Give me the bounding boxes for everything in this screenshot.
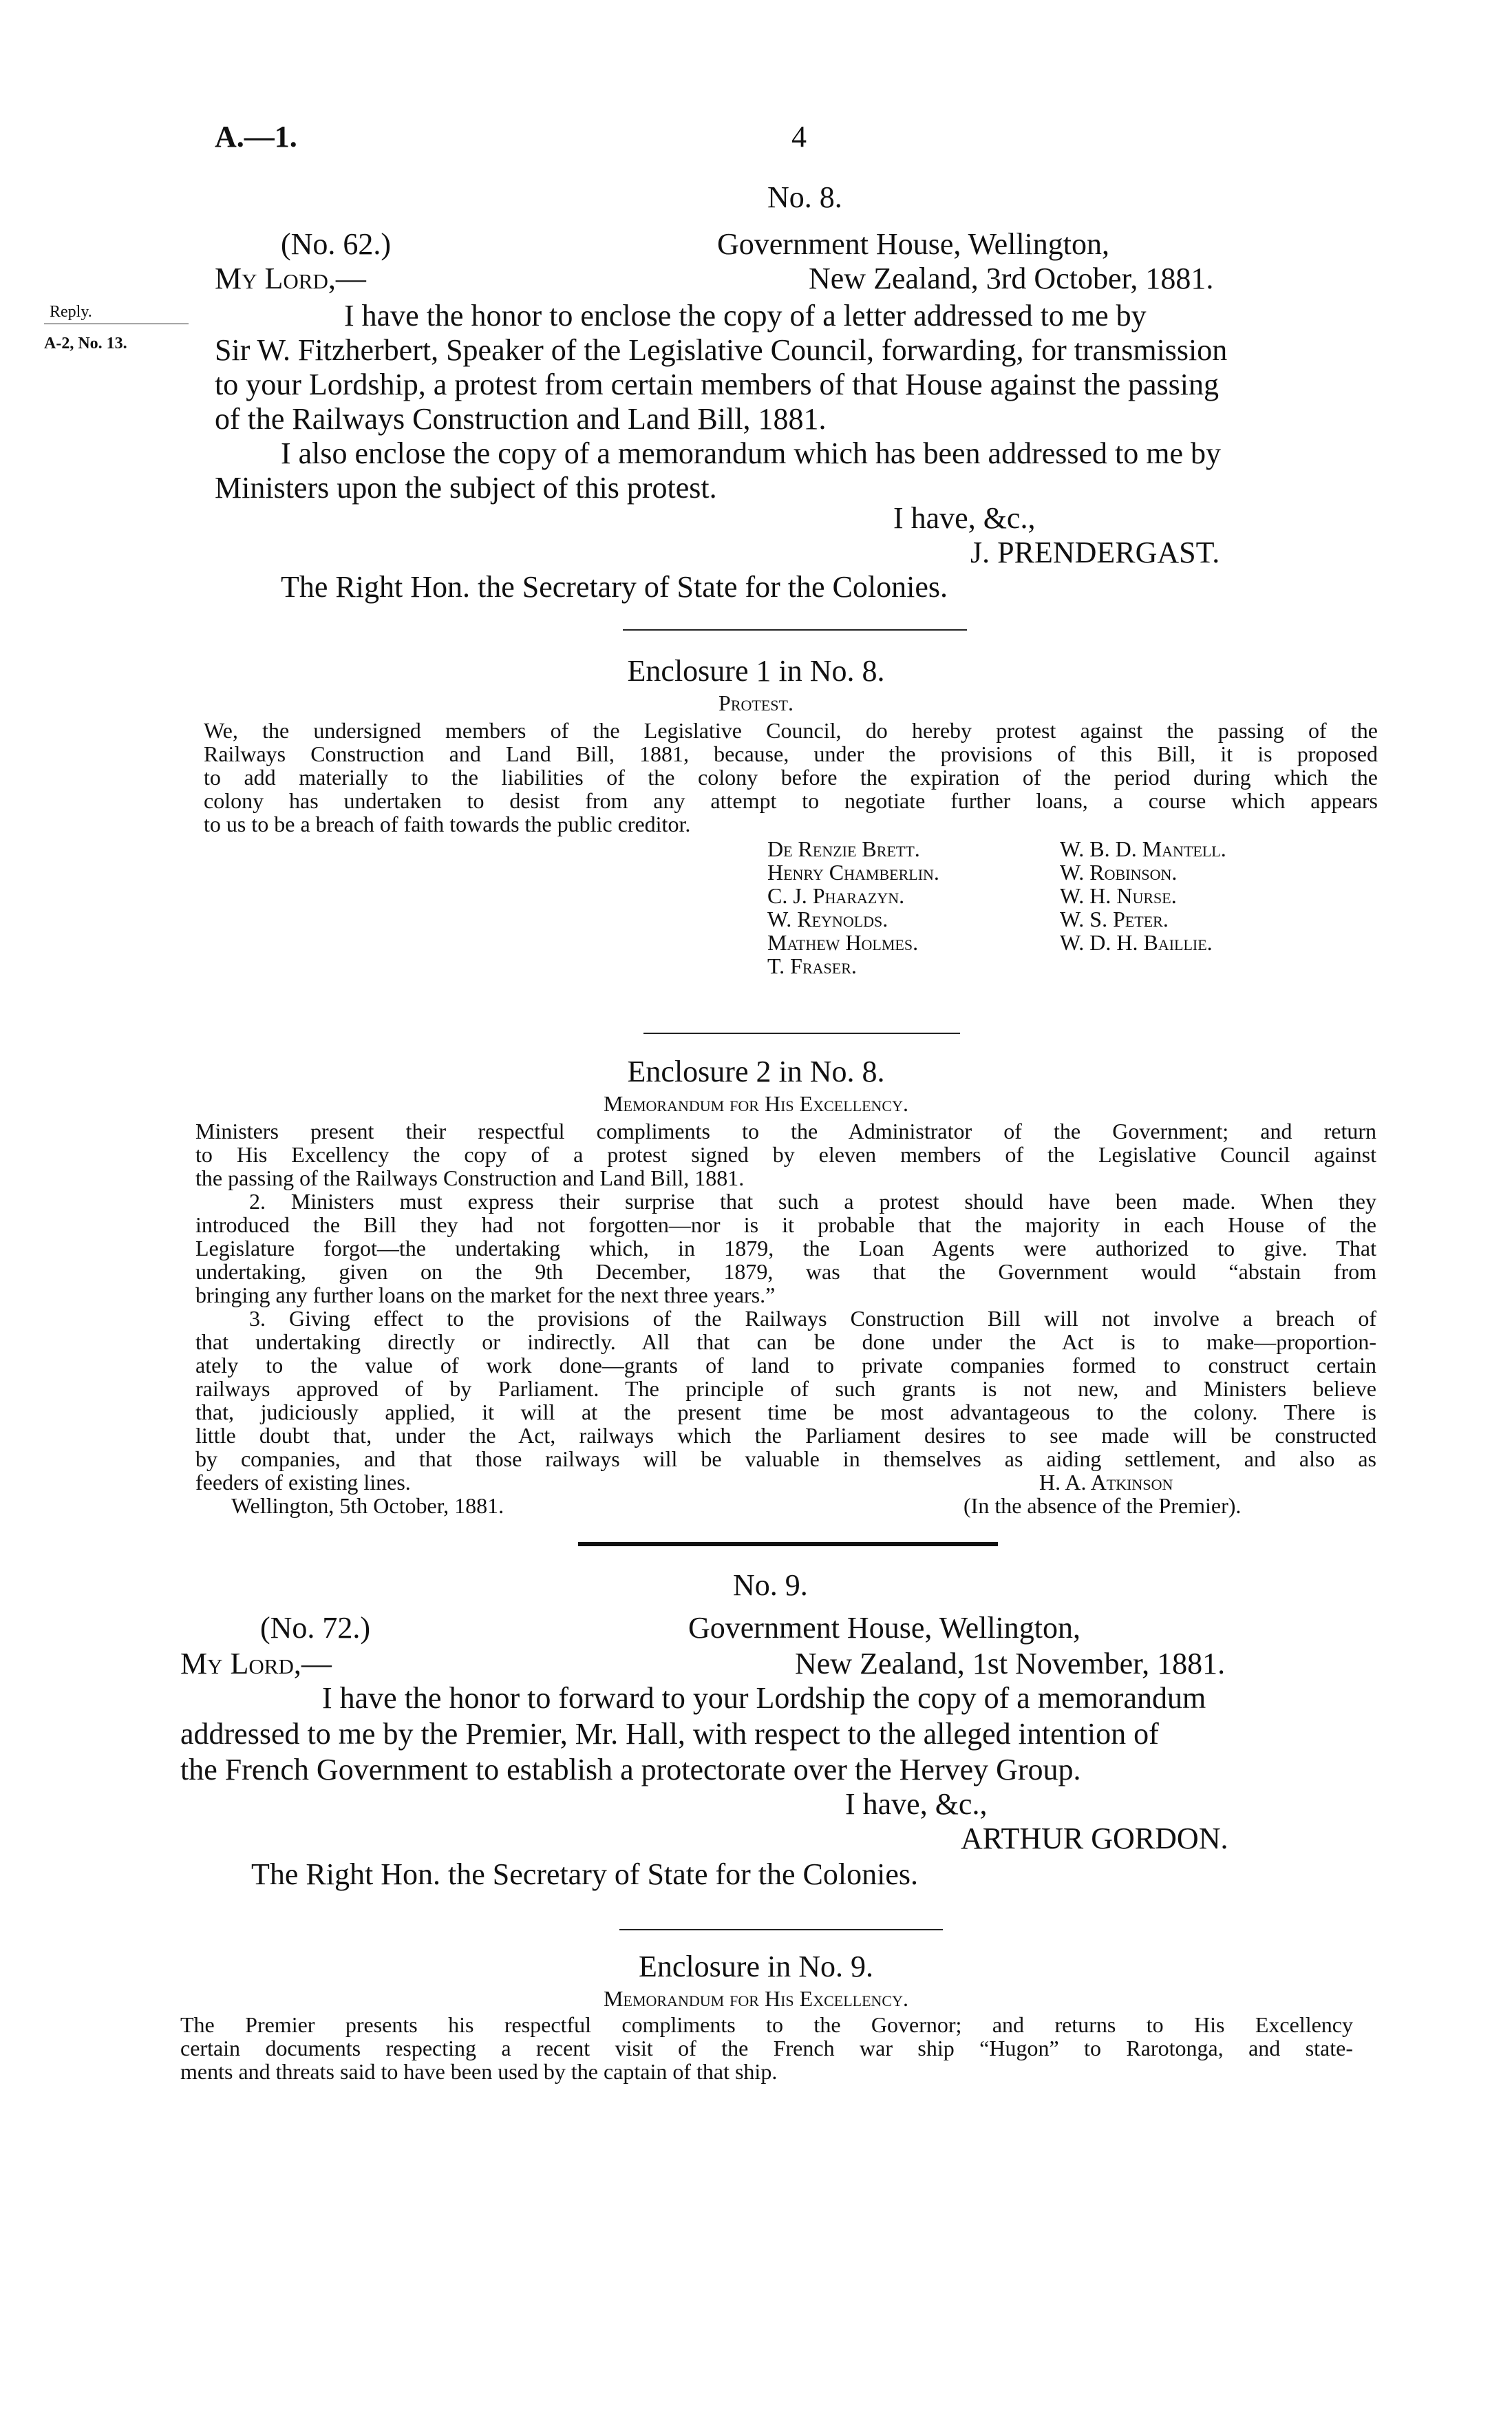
memo-line: feeders of existing lines. <box>195 1470 411 1495</box>
signatory: W. H. Nurse. <box>1060 883 1177 908</box>
signatory: W. S. Peter. <box>1060 907 1169 931</box>
section-divider <box>623 629 967 631</box>
letter-number: No. 8. <box>767 180 842 214</box>
page-number: 4 <box>791 120 807 154</box>
section-divider <box>578 1542 998 1546</box>
letter-date: New Zealand, 3rd October, 1881. <box>809 262 1214 295</box>
addressee: The Right Hon. the Secretary of State for the Colonies. <box>251 1857 918 1891</box>
protest-line: Railways Construction and Land Bill, 1881, because, under the provisions of this Bill, it is proposed <box>204 741 1378 766</box>
body-line: the French Government to establish a protectorate over the Hervey Group. <box>180 1753 1081 1786</box>
enclosure-title: Enclosure 1 in No. 8. <box>627 654 885 688</box>
section-divider <box>619 1929 943 1930</box>
signatory: De Renzie Brett. <box>767 836 920 861</box>
closing: I have, &c., <box>893 501 1036 535</box>
body-line: I have the honor to forward to your Lordship the copy of a memorandum <box>322 1681 1206 1715</box>
protest-line: to us to be a breach of faith towards the public creditor. <box>204 812 691 836</box>
memo-line: undertaking, given on the 9th December, 1879, was that the Government would “abstain from <box>195 1259 1376 1284</box>
memo-line: introduced the Bill they had not forgotten—nor is it probable that the majority in each House of the <box>195 1212 1376 1237</box>
protest-line: We, the undersigned members of the Legislative Council, do hereby protest against the passing of the <box>204 718 1378 743</box>
letter-place: Government House, Wellington, <box>688 1611 1081 1645</box>
signatory: W. B. D. Mantell. <box>1060 836 1226 861</box>
body-line: addressed to me by the Premier, Mr. Hall, with respect to the alleged intention of <box>180 1717 1159 1751</box>
enclosure-subtitle: Memorandum for His Excellency. <box>604 1091 908 1116</box>
enclosure-title: Enclosure 2 in No. 8. <box>627 1055 885 1088</box>
addressee: The Right Hon. the Secretary of State for the Colonies. <box>281 570 948 604</box>
body-line: Sir W. Fitzherbert, Speaker of the Legislative Council, forwarding, for transmission <box>215 333 1228 367</box>
letter-place: Government House, Wellington, <box>717 227 1110 261</box>
memo-line: certain documents respecting a recent visit of the French war ship “Hugon” to Rarotonga, and state- <box>180 2036 1353 2060</box>
salutation: My Lord,— <box>215 262 366 295</box>
memo-line: The Premier presents his respectful compliments to the Governor; and returns to His Excellency <box>180 2012 1353 2037</box>
enclosure-title: Enclosure in No. 9. <box>639 1950 873 1983</box>
protest-line: to add materially to the liabilities of the colony before the expiration of the period during which the <box>204 765 1378 790</box>
signatory: T. Fraser. <box>767 953 857 978</box>
memo-line: Ministers present their respectful compliments to the Administrator of the Government; and return <box>195 1119 1376 1143</box>
signature: ARTHUR GORDON. <box>961 1822 1228 1855</box>
memo-line: to His Excellency the copy of a protest signed by eleven members of the Legislative Council against <box>195 1142 1376 1167</box>
body-line: I also enclose the copy of a memorandum which has been addressed to me by <box>281 436 1222 470</box>
memo-signatory: H. A. Atkinson <box>1039 1470 1173 1495</box>
memo-line: 3. Giving effect to the provisions of the Railways Construction Bill will not involve a breach of <box>249 1306 1376 1331</box>
signatory: W. D. H. Baillie. <box>1060 930 1213 955</box>
memo-line: the passing of the Railways Construction and Land Bill, 1881. <box>195 1166 745 1190</box>
memo-line: that, judiciously applied, it will at the present time be most advantageous to the colony. There is <box>195 1400 1376 1424</box>
memo-note: (In the absence of the Premier). <box>963 1493 1242 1518</box>
memo-line: 2. Ministers must express their surprise that such a protest should have been made. When they <box>249 1189 1376 1214</box>
memo-line: railways approved of by Parliament. The principle of such grants is not new, and Ministers believe <box>195 1376 1376 1401</box>
enclosure-subtitle: Memorandum for His Excellency. <box>604 1986 908 2011</box>
memo-line: by companies, and that those railways will be valuable in themselves as aiding settlement, and also as <box>195 1446 1376 1471</box>
memo-place-date: Wellington, 5th October, 1881. <box>231 1493 504 1518</box>
body-line: I have the honor to enclose the copy of a letter addressed to me by <box>344 299 1147 333</box>
memo-line: little doubt that, under the Act, railways which the Parliament desires to see made will be constructed <box>195 1423 1376 1448</box>
body-line: to your Lordship, a protest from certain members of that House against the passing <box>215 368 1219 401</box>
letter-date: New Zealand, 1st November, 1881. <box>795 1647 1226 1680</box>
letter-reference: (No. 72.) <box>260 1611 371 1645</box>
memo-line: that undertaking directly or indirectly. All that can be done under the Act is to make—proportion- <box>195 1329 1376 1354</box>
memo-line: Legislature forgot—the undertaking which, in 1879, the Loan Agents were authorized to give. That <box>195 1236 1376 1261</box>
enclosure-subtitle: Protest. <box>718 690 794 715</box>
protest-line: colony has undertaken to desist from any attempt to negotiate further loans, a course which appears <box>204 788 1378 813</box>
closing: I have, &c., <box>845 1787 988 1821</box>
signature: J. PRENDERGAST. <box>970 536 1220 569</box>
margin-note-reference: A-2, No. 13. <box>44 335 127 352</box>
signatory: Mathew Holmes. <box>767 930 919 955</box>
memo-line: ately to the value of work done—grants of land to private companies formed to construct certain <box>195 1353 1376 1378</box>
body-line: Ministers upon the subject of this protest. <box>215 471 717 505</box>
margin-note-reply: Reply. <box>50 303 92 321</box>
letter-reference: (No. 62.) <box>281 227 392 261</box>
signatory: W. Reynolds. <box>767 907 888 931</box>
signatory: W. Robinson. <box>1060 860 1178 885</box>
salutation: My Lord,— <box>180 1647 332 1680</box>
signatory: C. J. Pharazyn. <box>767 883 905 908</box>
memo-line: bringing any further loans on the market for the next three years.” <box>195 1283 776 1307</box>
section-divider <box>643 1033 960 1034</box>
letter-number: No. 9. <box>733 1568 808 1602</box>
signatory: Henry Chamberlin. <box>767 860 939 885</box>
memo-line: ments and threats said to have been used by the captain of that ship. <box>180 2059 778 2084</box>
body-line: of the Railways Construction and Land Bill, 1881. <box>215 402 827 436</box>
document-code: A.—1. <box>215 120 297 154</box>
